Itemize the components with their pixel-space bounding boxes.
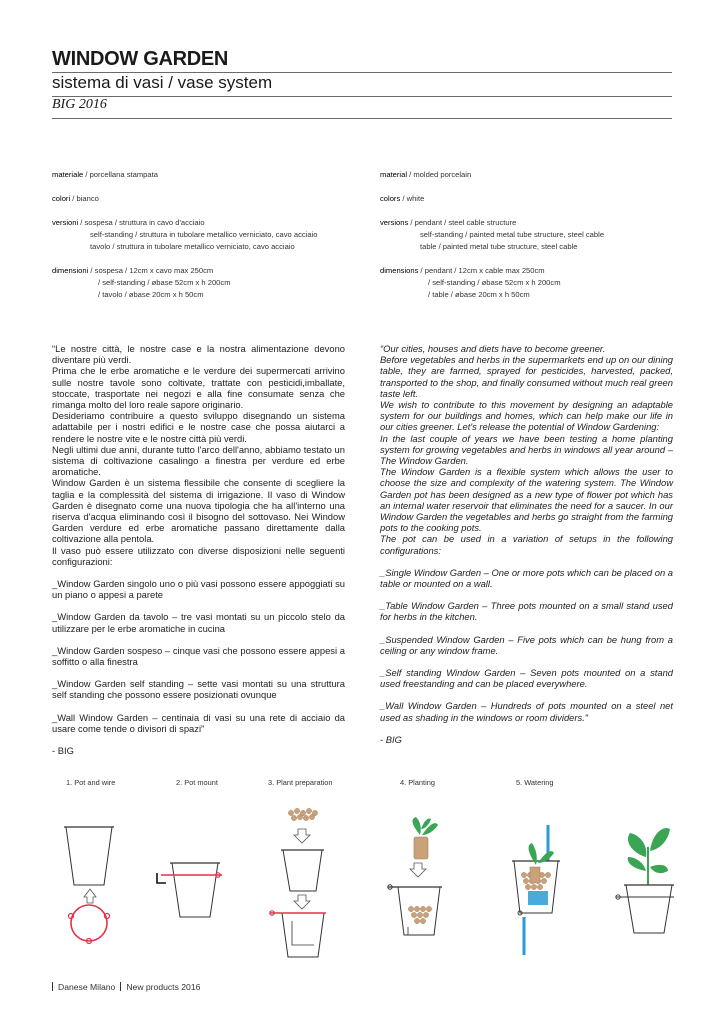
- spec-value: tavolo / struttura in tubolare metallico verniciato, cavo acciaio: [90, 242, 295, 251]
- paragraph: Il vaso può essere utilizzato con diverse disposizioni nelle seguenti configurazioni:: [52, 544, 345, 567]
- step5-watering-illustration: [512, 825, 560, 955]
- configuration-item: _Window Garden da tavolo – tre vasi montati su un piccolo stelo da utilizzare per le erbe aromatiche in cucina: [52, 611, 345, 634]
- spec-value: / bianco: [70, 194, 99, 203]
- spec-label: versioni: [52, 218, 79, 227]
- subtitle-divider: [52, 96, 672, 97]
- step-label-2: 2. Pot mount: [176, 778, 218, 787]
- configuration-item: _Self standing Window Garden – Seven pots mounted on a stand used freestanding and can be placed everywhere.: [380, 667, 673, 690]
- spec-value: / porcellana stampata: [83, 170, 158, 179]
- spec-label: material: [380, 170, 408, 179]
- signature: - BIG: [52, 745, 74, 757]
- spec-value: / pendant / 12cm x cable max 250cm: [418, 266, 545, 275]
- step2-pot-mount-illustration: [157, 863, 222, 917]
- assembly-illustrations: [0, 795, 725, 965]
- spec-value: / white: [400, 194, 425, 203]
- configuration-item: _Single Window Garden – One or more pots which can be placed on a table or mounted on a wall.: [380, 566, 673, 590]
- spec-value: / tavolo / øbase 20cm x h 50cm: [98, 290, 204, 299]
- step-label-5: 5. Watering: [516, 778, 554, 787]
- step-label-3: 3. Plant preparation: [268, 778, 333, 787]
- spec-label: colors: [380, 194, 401, 203]
- paragraph: The pot can be used in a variation of setups in the following configurations:: [380, 533, 673, 556]
- configuration-item: _Window Garden sospeso – cinque vasi che possono essere appesi a soffitto o alla finestra: [52, 644, 345, 668]
- paragraph: Negli ultimi due anni, durante tutto l'arco dell'anno, abbiamo testato un sistema di coltivazione casalingo a finestra per verdure ed erbe aromatiche.: [52, 443, 345, 478]
- spec-value: self-standing / painted metal tube structure, steel cable: [420, 230, 605, 239]
- page-title: WINDOW GARDEN: [52, 48, 229, 70]
- step1-pot-and-wire-illustration: [64, 827, 114, 944]
- step4-planting-illustration: [388, 817, 442, 935]
- spec-label: versions: [380, 218, 409, 227]
- spec-value: / pendant / steel cable structure: [408, 218, 517, 227]
- spec-value: self-standing / struttura in tubolare metallico verniciato, cavo acciaio: [90, 230, 318, 239]
- paragraph: “Our cities, houses and diets have to become greener.: [380, 343, 606, 354]
- step-label-1: 1. Pot and wire: [66, 778, 116, 787]
- configuration-item: _Suspended Window Garden – Five pots which can be hung from a ceiling or any window frame.: [380, 633, 673, 656]
- spec-label: materiale: [52, 170, 84, 179]
- paragraph: Desideriamo contribuire a questo sviluppo disegnando un sistema adattabile per i nostri edifici e le nostre case che possa aiutarci a rendere le nostre vite e le nostre città più verdi.: [52, 410, 345, 444]
- paragraph: The Window Garden is a flexible system which allows the user to choose the size and complexity of the watering system. The Window Garden pot has been designed as a new type of flower pot which has an internal water reservoir that eliminates the need for a saucer. In our Window Garden the vegetables and herbs go straight from the farming pots to the cooking pots.: [380, 466, 673, 534]
- body-italian: [52, 343, 345, 756]
- configuration-item: _Window Garden self standing – sette vasi montati su una struttura self standing che possono essere posizionati ovunque: [52, 678, 345, 701]
- spec-value: / self-standing / øbase 52cm x h 200cm: [98, 278, 231, 287]
- body-english: [380, 343, 673, 745]
- footer-divider: [120, 982, 121, 991]
- spec-value: table / painted metal tube structure, steel cable: [420, 242, 578, 251]
- project-year: BIG 2016: [52, 97, 107, 112]
- final-grown-plant-illustration: [616, 828, 674, 933]
- footer: [52, 982, 200, 992]
- signature: - BIG: [380, 733, 402, 745]
- spec-label: dimensions: [380, 266, 419, 275]
- paragraph: Prima che le erbe aromatiche e le verdure dei supermercati arrivino sulle nostre tavole sono coltivate, trattate con pesticidi,imballate, stoccate, trasportate nei negozi e alla fine consumate senza che rimanga molto del loro reale sapore originario.: [52, 365, 345, 411]
- year-divider: [52, 118, 672, 119]
- paragraph: We wish to contribute to this movement by designing an adaptable system for our buildings and homes, which can help make our life in our cities greener. Let's release the potential of Window Gardening:: [380, 399, 673, 433]
- footer-divider: [52, 982, 53, 991]
- spec-value: / sospesa / 12cm x cavo max 250cm: [88, 266, 214, 275]
- paragraph: Before vegetables and herbs in the supermarkets end up on our dining table, they are farmed, sprayed for pesticides, harvested, packed, transported to the shop, and finally consumed without much real green taste left.: [380, 354, 673, 399]
- spec-label: colori: [52, 194, 71, 203]
- spec-label: dimensioni: [52, 266, 89, 275]
- footer-section: New products 2016: [126, 982, 201, 992]
- spec-value: / table / øbase 20cm x h 50cm: [428, 290, 530, 299]
- configuration-item: _Table Window Garden – Three pots mounted on a small stand used for herbs in the kitchen.: [380, 600, 673, 623]
- configuration-item: _Wall Window Garden – centinaia di vasi su una rete di acciaio da usare come tende o divisori di spazi”: [52, 711, 345, 734]
- specs-italian: [52, 169, 352, 301]
- spec-value: / self-standing / øbase 52cm x h 200cm: [428, 278, 561, 287]
- specs-english: [380, 169, 680, 301]
- page-subtitle: sistema di vasi / vase system: [52, 73, 273, 92]
- step-label-4: 4. Planting: [400, 778, 435, 787]
- paragraph: “Le nostre città, le nostre case e la nostra alimentazione devono diventare più verdi.: [52, 343, 345, 366]
- paragraph: Window Garden è un sistema flessibile che consente di scegliere la taglia e la complessità del sistema di irrigazione. Il vaso di Window Garden è disegnato come una nuova tipologia che ha all'interno una riserva d'acqua eliminando così il bisogno del sottovaso. Nei Window Garden verdure ed erbe aromatiche passano direttamente dalla coltivazione alla pentola.: [52, 477, 345, 545]
- configuration-item: _Wall Window Garden – Hundreds of pots mounted on a steel net used as shading in the windows or room dividers.”: [380, 700, 673, 723]
- step3-plant-preparation-illustration: [270, 808, 326, 957]
- configuration-item: _Window Garden singolo uno o più vasi possono essere appoggiati su un piano o appesi a parete: [52, 578, 345, 601]
- spec-value: / sospesa / struttura in cavo d'acciaio: [78, 218, 205, 227]
- spec-value: / molded porcelain: [407, 170, 472, 179]
- paragraph: In the last couple of years we have been testing a home planting system for growing vegetables and herbs in windows all year around – The Window Garden.: [380, 432, 673, 467]
- footer-brand: Danese Milano: [58, 982, 116, 992]
